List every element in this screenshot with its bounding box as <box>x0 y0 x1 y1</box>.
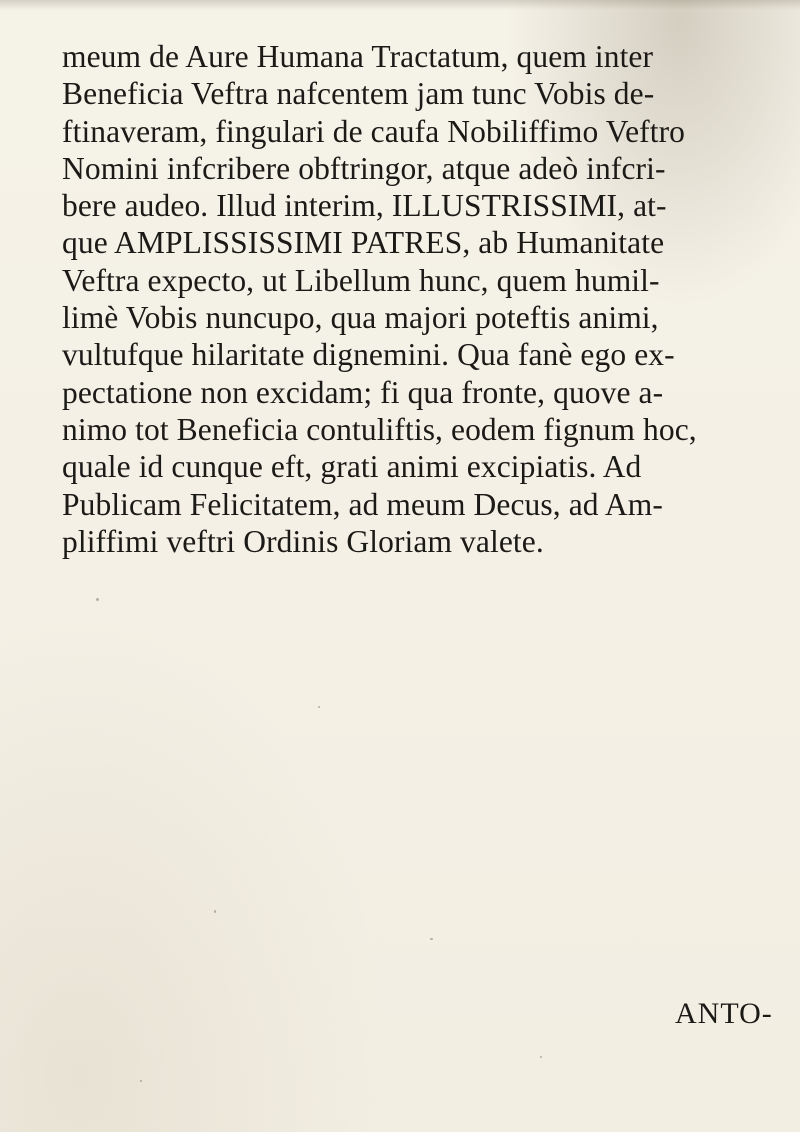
text-line: pectatione non excidam; fi qua fronte, quove a- <box>62 374 664 410</box>
text-line: nimo tot Beneficia contuliftis, eodem fignum hoc, <box>62 411 697 447</box>
paper-speck <box>318 706 320 708</box>
text-line: vultufque hilaritate dignemini. Qua fanè ego ex- <box>62 337 675 373</box>
text-line: ftinaveram, fingulari de caufa Nobiliffimo Veftro <box>62 113 686 149</box>
paper-speck <box>214 910 216 913</box>
paper-speck <box>140 1080 142 1082</box>
text-line: que AMPLISSISSIMI PATRES, ab Humanitate <box>62 225 665 261</box>
body-text <box>62 38 762 560</box>
paper-speck <box>96 598 99 601</box>
text-line: Publicam Felicitatem, ad meum Decus, ad Am- <box>62 486 663 522</box>
paper-speck <box>430 938 433 940</box>
text-line: pliffimi veftri Ordinis Gloriam valete. <box>62 523 544 559</box>
text-line: meum de Aure Humana Tractatum, quem inter <box>62 39 654 74</box>
text-line: bere audeo. Illud interim, ILLUSTRISSIMI, at- <box>62 188 667 224</box>
text-line: Beneficia Veftra nafcentem jam tunc Vobis de- <box>62 76 655 112</box>
text-line: Veftra expecto, ut Libellum hunc, quem humil- <box>62 262 660 298</box>
paper-speck <box>540 1056 542 1058</box>
text-line: Nomini infcribere obftringor, atque adeò infcri- <box>62 150 666 186</box>
text-line: limè Vobis nuncupo, qua majori poteftis animi, <box>62 300 659 336</box>
page-edge-shadow <box>0 0 800 10</box>
catchword: ANTO- <box>675 997 773 1030</box>
text-line: quale id cunque eft, grati animi excipiatis. Ad <box>62 449 642 485</box>
